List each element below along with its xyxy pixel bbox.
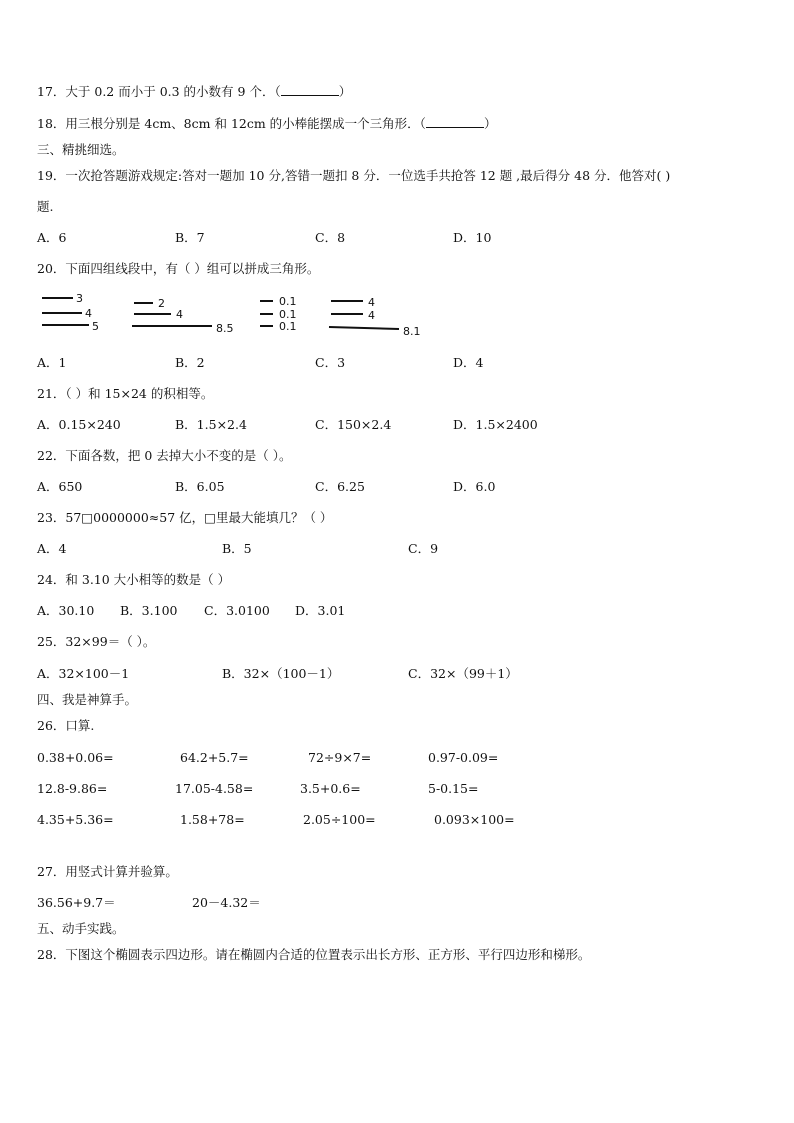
option-a[interactable]: A．30.10: [37, 603, 95, 618]
option-d[interactable]: D．10: [453, 230, 492, 245]
question-20-text: 20．下面四组线段中，有（ ）组可以拼成三角形。: [37, 261, 320, 276]
option-a[interactable]: A．32×100－1: [37, 666, 130, 681]
option-b[interactable]: B．32×（100－1）: [222, 666, 340, 681]
question-28-text: 28．下图这个椭圆表示四边形。请在椭圆内合适的位置表示出长方形、正方形、平行四边形和梯形。: [37, 947, 591, 962]
question-27-text: 27．用竖式计算并验算。: [37, 864, 178, 879]
segment-label: 4: [368, 309, 375, 322]
answer-blank[interactable]: [281, 84, 339, 96]
option-b[interactable]: B．2: [175, 355, 205, 370]
answer-blank[interactable]: [426, 116, 484, 128]
question-25-text: 25．32×99＝（ ）。: [37, 634, 156, 649]
calc-item: 72÷9×7=: [308, 750, 372, 765]
segment-label: 4: [368, 296, 375, 309]
segment-label: 0.1: [279, 308, 297, 321]
question-17: [37, 84, 351, 100]
question-26-text: 26．口算.: [37, 718, 95, 733]
question-18: [37, 116, 496, 132]
vertical-calc-item: 36.56+9.7＝: [37, 895, 116, 910]
option-a[interactable]: A．1: [37, 355, 67, 370]
calc-item: 4.35+5.36=: [37, 812, 114, 827]
section-5-heading: 五、动手实践。: [37, 921, 125, 936]
question-19-line2: 题.: [37, 199, 54, 214]
segment-label: 4: [85, 307, 92, 320]
option-a[interactable]: A．6: [37, 230, 67, 245]
option-a[interactable]: A．650: [37, 479, 83, 494]
option-b[interactable]: B．1.5×2.4: [175, 417, 247, 432]
question-17-end: ）: [338, 84, 352, 99]
question-23-text: 23．57□0000000≈57 亿，□里最大能填几？（ ）: [37, 510, 333, 525]
calc-item: 3.5+0.6=: [300, 781, 361, 796]
calc-item: 0.093×100=: [434, 812, 515, 827]
segment-label: 2: [158, 297, 165, 310]
question-18-text: 18．用三根分别是 4cm、8cm 和 12cm 的小棒能摆成一个三角形．（: [37, 116, 426, 131]
section-3-heading: 三、精挑细选。: [37, 142, 125, 157]
calc-item: 64.2+5.7=: [180, 750, 249, 765]
segment-label: 8.5: [216, 322, 234, 335]
segment-label: 4: [176, 308, 183, 321]
option-b[interactable]: B．6.05: [175, 479, 225, 494]
question-18-end: ）: [483, 116, 497, 131]
segment-label: 0.1: [279, 295, 297, 308]
option-b[interactable]: B．3.100: [120, 603, 178, 618]
segment-label: 5: [92, 320, 99, 333]
question-19-line1: 19．一次抢答题游戏规定:答对一题加 10 分,答错一题扣 8 分．一位选手共抢答 12 题 ,最后得分 48 分．他答对( ): [37, 168, 671, 183]
calc-item: 17.05-4.58=: [175, 781, 254, 796]
option-d[interactable]: D．4: [453, 355, 484, 370]
option-b[interactable]: B．7: [175, 230, 205, 245]
calc-item: 0.97-0.09=: [428, 750, 499, 765]
question-21-text: 21．（ ）和 15×24 的积相等。: [37, 386, 214, 401]
question-22-text: 22．下面各数，把 0 去掉大小不变的是（ ）。: [37, 448, 292, 463]
option-c[interactable]: C．150×2.4: [315, 417, 392, 432]
segment-label: 8.1: [403, 325, 421, 338]
segment-label: 3: [76, 292, 83, 305]
option-c[interactable]: C．3.0100: [204, 603, 270, 618]
option-d[interactable]: D．1.5×2400: [453, 417, 538, 432]
segment-groups-figure: [37, 292, 437, 342]
option-a[interactable]: A．4: [37, 541, 67, 556]
calc-item: 1.58+78=: [180, 812, 245, 827]
question-17-text: 17．大于 0.2 而小于 0.3 的小数有 9 个．（: [37, 84, 281, 99]
section-4-heading: 四、我是神算手。: [37, 692, 138, 707]
question-24-text: 24．和 3.10 大小相等的数是（ ）: [37, 572, 231, 587]
option-c[interactable]: C．9: [408, 541, 439, 556]
vertical-calc-item: 20－4.32＝: [192, 895, 261, 910]
calc-item: 0.38+0.06=: [37, 750, 114, 765]
segment-label: 0.1: [279, 320, 297, 333]
calc-item: 2.05÷100=: [303, 812, 376, 827]
option-c[interactable]: C．6.25: [315, 479, 365, 494]
option-b[interactable]: B．5: [222, 541, 252, 556]
option-d[interactable]: D．3.01: [295, 603, 346, 618]
calc-item: 12.8-9.86=: [37, 781, 108, 796]
calc-item: 5-0.15=: [428, 781, 479, 796]
option-d[interactable]: D．6.0: [453, 479, 496, 494]
option-c[interactable]: C．32×（99＋1）: [408, 666, 518, 681]
option-a[interactable]: A．0.15×240: [37, 417, 121, 432]
option-c[interactable]: C．8: [315, 230, 346, 245]
option-c[interactable]: C．3: [315, 355, 346, 370]
